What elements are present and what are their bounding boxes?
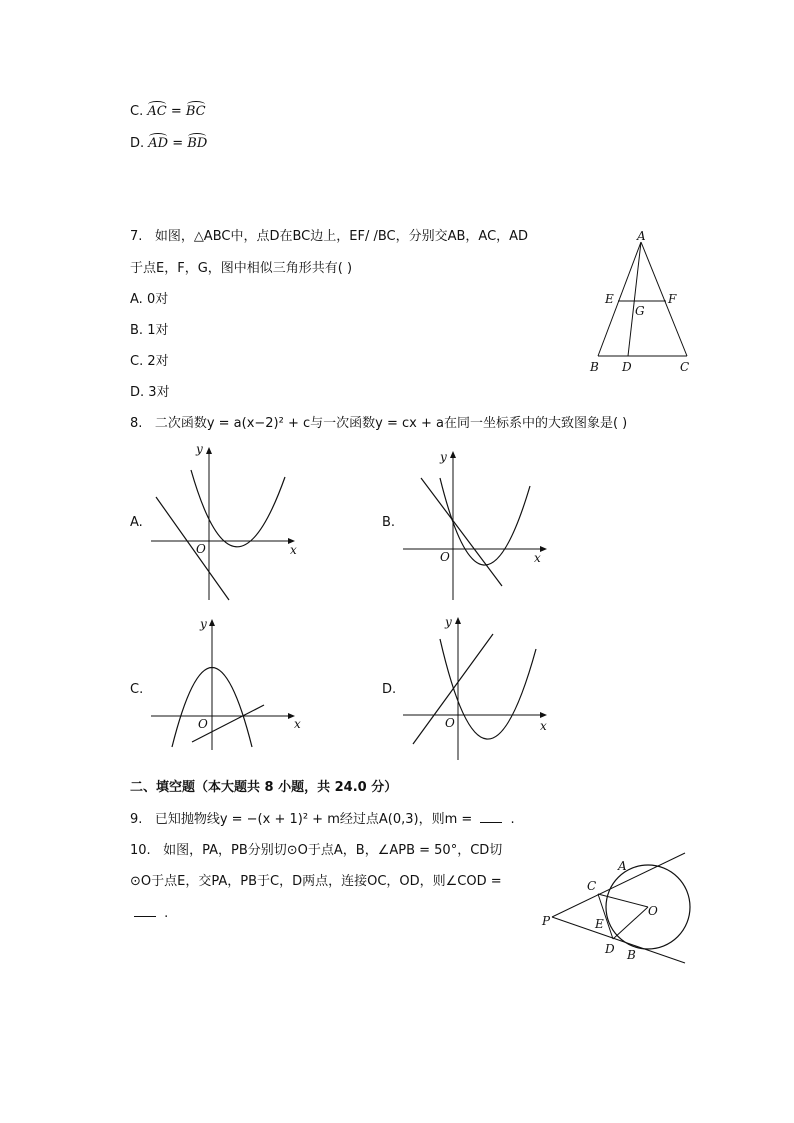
- origin-label: O: [445, 716, 455, 730]
- q7-line1-text: 如图，△ABC中，点D在BC边上，EF/ /BC，分别交AB，AC，AD: [154, 229, 529, 244]
- label-p: P: [542, 914, 551, 928]
- label-e: E: [605, 292, 614, 306]
- label-b: B: [627, 948, 636, 962]
- option-text: 2对: [147, 354, 169, 369]
- graph-label-c: C.: [130, 682, 144, 697]
- answer-blank[interactable]: [480, 812, 502, 823]
- y-axis-label: y: [200, 617, 207, 631]
- q9-punct: .: [510, 812, 515, 827]
- arc-ad: AD: [148, 136, 169, 151]
- y-axis-label: y: [196, 442, 203, 456]
- label-o: O: [648, 904, 658, 918]
- option-label: D.: [130, 385, 145, 400]
- q6-option-c: C. AC = BC: [130, 104, 206, 119]
- q7-option-c: [130, 354, 169, 370]
- q7-stem-line1: [130, 229, 528, 245]
- label-g: G: [635, 304, 645, 318]
- question-number: 9.: [130, 812, 143, 827]
- x-axis-label: x: [294, 717, 301, 731]
- label-d: D: [622, 360, 632, 374]
- graph-b: [400, 448, 560, 608]
- q10-line1: [130, 843, 502, 859]
- q7-stem-line2: 于点E，F，G，图中相似三角形共有( ): [130, 261, 353, 276]
- option-text: 3对: [148, 385, 170, 400]
- option-text: 0对: [146, 292, 169, 307]
- option-label: A.: [130, 292, 143, 307]
- q9: [130, 812, 515, 828]
- x-axis-label: x: [540, 719, 547, 733]
- arc-bc: BC: [185, 104, 206, 119]
- option-label: C.: [130, 354, 144, 369]
- y-axis-label: y: [445, 615, 452, 629]
- x-axis-label: x: [534, 551, 541, 565]
- option-label: C.: [130, 104, 144, 119]
- question-number: 8.: [130, 416, 143, 431]
- q9-text: 已知抛物线y = −(x + 1)² + m经过点A(0,3)，则m =: [154, 812, 473, 827]
- section-title: 二、填空题（本大题共 8 小题，共 24.0 分）: [130, 780, 398, 795]
- origin-label: O: [440, 550, 450, 564]
- option-text: 1对: [147, 323, 169, 338]
- q7-option-b: [130, 323, 168, 339]
- label-c: C: [680, 360, 690, 374]
- label-f: F: [668, 292, 677, 306]
- label-a: A: [637, 229, 646, 243]
- graph-label-d: D.: [382, 682, 397, 697]
- q10-tangent-figure: [535, 845, 695, 970]
- q7-triangle-figure: [580, 228, 700, 378]
- q6-option-d: D. AD = BD: [130, 136, 208, 151]
- graph-c: [148, 612, 308, 752]
- label-e: E: [595, 917, 604, 931]
- answer-blank[interactable]: [134, 906, 156, 917]
- arc-bd: BD: [187, 136, 208, 151]
- origin-label: O: [196, 542, 206, 556]
- label-b: B: [590, 360, 599, 374]
- question-number: 10.: [130, 843, 151, 858]
- label-c: C: [587, 879, 597, 893]
- option-label: B.: [130, 323, 144, 338]
- q8-stem-text: 二次函数y = a(x−2)² + c与一次函数y = cx + a在同一坐标系中的大致图象是( ): [154, 416, 628, 431]
- option-label: D.: [130, 136, 145, 151]
- q8-stem: [130, 416, 627, 432]
- q10-line2: ⊙O于点E，交PA，PB于C，D两点，连接OC，OD，则∠COD =: [130, 874, 502, 889]
- graph-a: [148, 440, 308, 605]
- graph-d: [400, 614, 560, 764]
- q10-line1-text: 如图，PA，PB分别切⊙O于点A，B，∠APB = 50°，CD切: [163, 843, 503, 858]
- label-a: A: [618, 859, 627, 873]
- y-axis-label: y: [440, 450, 447, 464]
- q10-punct: .: [164, 906, 169, 921]
- q7-option-d: [130, 385, 170, 401]
- question-number: 7.: [130, 229, 143, 244]
- arc-ac: AC: [147, 104, 167, 119]
- q10-line3: [134, 906, 168, 922]
- q7-option-a: [130, 292, 168, 308]
- x-axis-label: x: [290, 543, 297, 557]
- label-d: D: [605, 942, 615, 956]
- origin-label: O: [198, 717, 208, 731]
- graph-label-b: B.: [382, 515, 396, 530]
- graph-label-a: A.: [130, 515, 143, 530]
